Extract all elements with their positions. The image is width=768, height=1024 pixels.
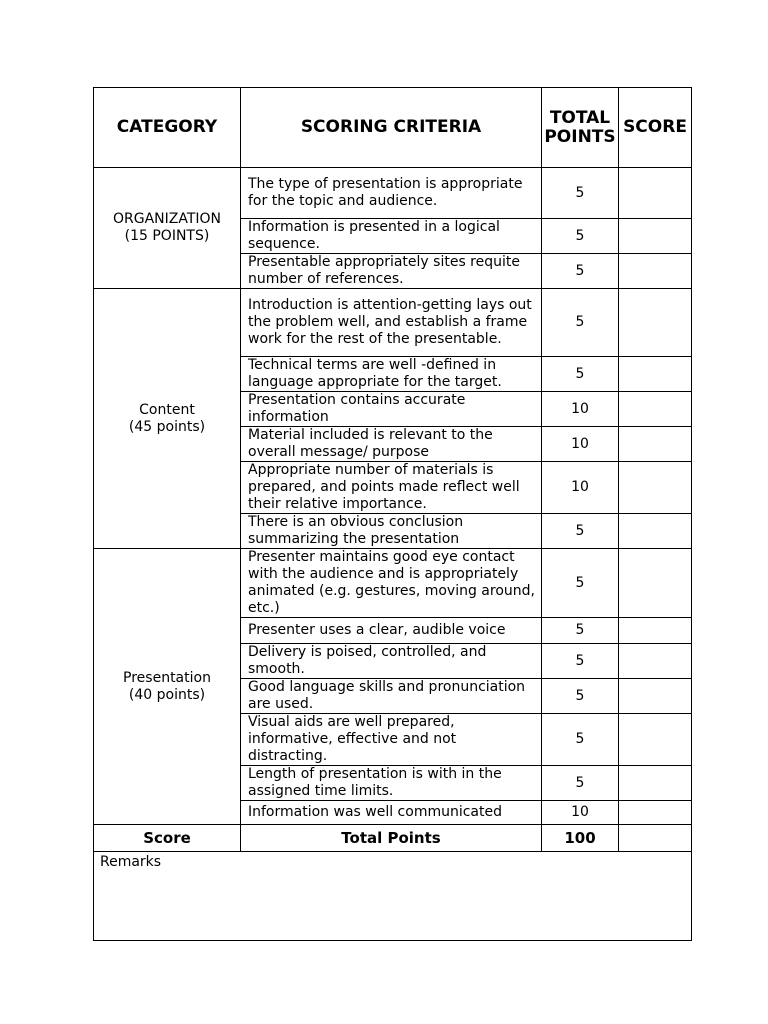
score-cell[interactable]	[619, 714, 692, 766]
score-cell[interactable]	[619, 254, 692, 289]
points-cell: 5	[542, 714, 619, 766]
score-cell[interactable]	[619, 549, 692, 618]
header-scoring-criteria: SCORING CRITERIA	[241, 88, 542, 168]
criteria-cell: Information is presented in a logical sequence.	[241, 219, 542, 254]
points-cell: 5	[542, 644, 619, 679]
points-cell: 5	[542, 618, 619, 644]
criteria-cell: There is an obvious conclusion summarizing the presentation	[241, 514, 542, 549]
table-row	[94, 168, 692, 219]
criteria-cell: The type of presentation is appropriate for the topic and audience.	[241, 168, 542, 219]
criteria-cell: Presenter maintains good eye contact with the audience and is appropriately animated (e.g. gestures, moving around, etc.)	[241, 549, 542, 618]
points-cell: 10	[542, 392, 619, 427]
score-cell[interactable]	[619, 679, 692, 714]
footer-total-label: Total Points	[241, 825, 542, 852]
category-cell: Presentation (40 points)	[94, 549, 241, 825]
rubric-body	[94, 168, 692, 825]
score-cell[interactable]	[619, 618, 692, 644]
points-cell: 5	[542, 549, 619, 618]
category-cell: Content (45 points)	[94, 289, 241, 549]
header-score: SCORE	[619, 88, 692, 168]
points-cell: 5	[542, 289, 619, 357]
rubric-table	[93, 87, 692, 941]
header-row	[94, 88, 692, 168]
points-cell: 5	[542, 168, 619, 219]
points-cell: 5	[542, 254, 619, 289]
header-total-points: TOTAL POINTS	[542, 88, 619, 168]
criteria-cell: Visual aids are well prepared, informative, effective and not distracting.	[241, 714, 542, 766]
criteria-cell: Presenter uses a clear, audible voice	[241, 618, 542, 644]
points-cell: 5	[542, 514, 619, 549]
footer-score-label: Score	[94, 825, 241, 852]
footer-score-cell[interactable]	[619, 825, 692, 852]
score-cell[interactable]	[619, 427, 692, 462]
criteria-cell: Presentable appropriately sites requite number of references.	[241, 254, 542, 289]
criteria-cell: Delivery is poised, controlled, and smooth.	[241, 644, 542, 679]
score-cell[interactable]	[619, 801, 692, 825]
criteria-cell: Technical terms are well -defined in language appropriate for the target.	[241, 357, 542, 392]
score-cell[interactable]	[619, 644, 692, 679]
score-cell[interactable]	[619, 168, 692, 219]
category-cell: ORGANIZATION (15 POINTS)	[94, 168, 241, 289]
criteria-cell: Material included is relevant to the overall message/ purpose	[241, 427, 542, 462]
score-cell[interactable]	[619, 357, 692, 392]
criteria-cell: Appropriate number of materials is prepared, and points made reflect well their relative importance.	[241, 462, 542, 514]
criteria-cell: Good language skills and pronunciation are used.	[241, 679, 542, 714]
remarks-label: Remarks	[100, 854, 162, 870]
table-row	[94, 549, 692, 618]
footer-total-value: 100	[542, 825, 619, 852]
criteria-cell: Length of presentation is with in the assigned time limits.	[241, 766, 542, 801]
total-row	[94, 825, 692, 852]
score-cell[interactable]	[619, 462, 692, 514]
score-cell[interactable]	[619, 392, 692, 427]
remarks-row	[94, 852, 692, 941]
remarks-box[interactable]	[94, 852, 692, 941]
score-cell[interactable]	[619, 514, 692, 549]
criteria-cell: Information was well communicated	[241, 801, 542, 825]
points-cell: 10	[542, 462, 619, 514]
points-cell: 5	[542, 679, 619, 714]
points-cell: 5	[542, 357, 619, 392]
criteria-cell: Presentation contains accurate information	[241, 392, 542, 427]
points-cell: 10	[542, 801, 619, 825]
table-row	[94, 289, 692, 357]
score-cell[interactable]	[619, 219, 692, 254]
points-cell: 5	[542, 219, 619, 254]
score-cell[interactable]	[619, 289, 692, 357]
score-cell[interactable]	[619, 766, 692, 801]
header-category: CATEGORY	[94, 88, 241, 168]
criteria-cell: Introduction is attention-getting lays out the problem well, and establish a frame work for the rest of the presentable.	[241, 289, 542, 357]
points-cell: 5	[542, 766, 619, 801]
points-cell: 10	[542, 427, 619, 462]
